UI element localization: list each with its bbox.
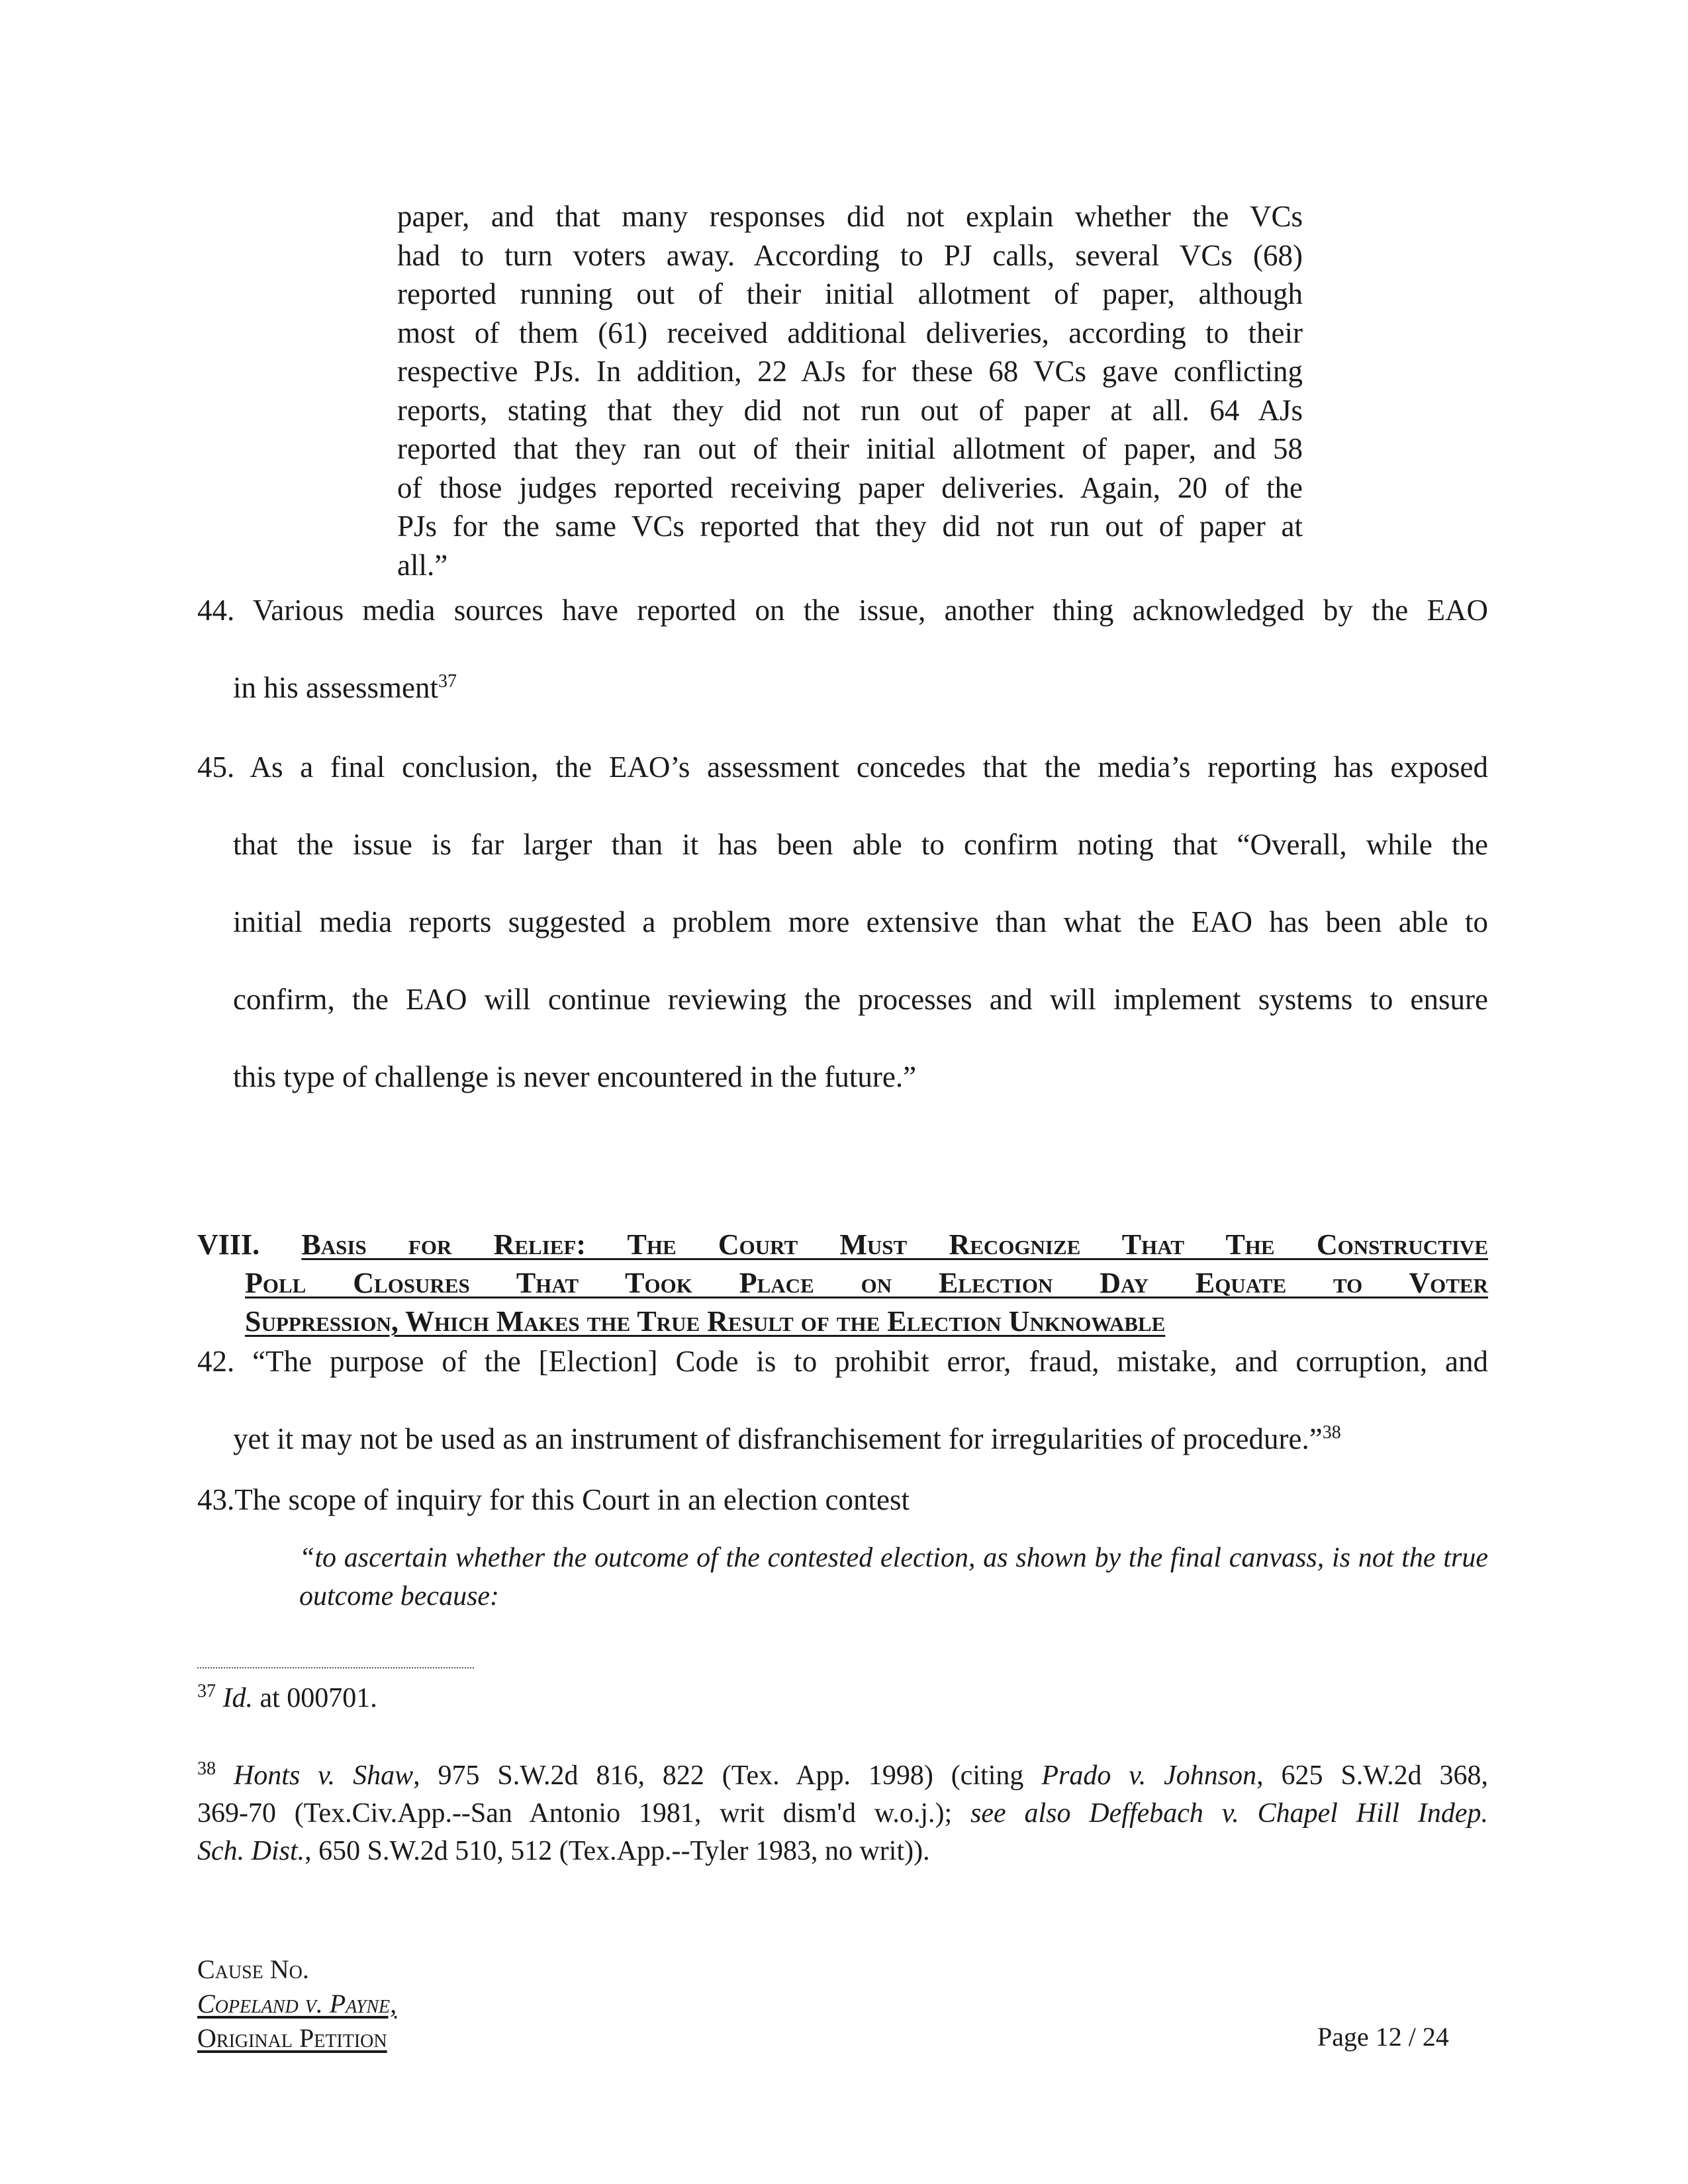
paragraph-text: 43.The scope of inquiry for this Court in an election contest	[197, 1483, 910, 1516]
heading-text: Poll Closures That Took Place on Election Day Equate to Voter	[245, 1267, 1488, 1299]
quote-line: all.”	[397, 548, 448, 582]
paragraph-line	[197, 649, 1488, 727]
footnote-line	[197, 1680, 1488, 1717]
page-footer	[197, 1952, 397, 2056]
footnote-37	[197, 1680, 1488, 1717]
quote-line: respective PJs. In addition, 22 AJs for these 68 VCs gave conflicting	[397, 355, 1303, 388]
footnote-text: , 650 S.W.2d 510, 512 (Tex.App.--Tyler 1983, no writ)).	[305, 1836, 930, 1866]
footnote-text: at 000701.	[253, 1683, 377, 1713]
heading-line	[197, 1226, 1488, 1264]
heading-line	[197, 1264, 1488, 1302]
paragraph-line: 45. As a final conclusion, the EAO’s assessment concedes that the media’s reporting has exposed	[197, 751, 1488, 784]
block-quote	[397, 197, 1303, 584]
quote-line: PJs for the same VCs reported that they did not run out of paper at	[397, 510, 1303, 543]
paragraph-line: confirm, the EAO will continue reviewing the processes and will implement systems to ensure	[233, 983, 1488, 1016]
quote-line: had to turn voters away. According to PJ calls, several VCs (68)	[397, 238, 1303, 272]
case-name: Prado v. Johnson	[1041, 1760, 1257, 1791]
paragraph-line: initial media reports suggested a problem more extensive than what the EAO has been able to	[233, 905, 1488, 938]
footnote-number: 37	[197, 1681, 216, 1702]
case-name: Sch. Dist.	[197, 1836, 305, 1866]
paragraph-line: that the issue is far larger than it has been able to confirm noting that “Overall, while the	[233, 828, 1488, 861]
paragraph-text: in his assessment	[233, 671, 438, 704]
paragraph-44	[197, 572, 1488, 727]
footnote-number: 38	[197, 1758, 216, 1779]
cause-number: Cause No.	[197, 1954, 309, 1984]
paragraph-line: 42. “The purpose of the [Election] Code is to prohibit error, fraud, mistake, and corruption, and	[197, 1345, 1488, 1378]
inline-quote	[299, 1539, 1488, 1615]
quote-line: of those judges reported receiving paper deliveries. Again, 20 of the	[397, 471, 1303, 504]
footnote-line	[197, 1757, 1488, 1795]
case-name: Id.	[222, 1683, 253, 1713]
quote-line: paper, and that many responses did not explain whether the VCs	[397, 200, 1303, 233]
quote-line: reports, stating that they did not run out of paper at all. 64 AJs	[397, 393, 1303, 427]
paragraph-42	[197, 1323, 1488, 1478]
heading-text: Suppression, Which Makes the True Result of the Election Unknowable	[245, 1305, 1166, 1338]
footnote-38	[197, 1757, 1488, 1870]
paragraph-43	[197, 1480, 910, 1519]
document-type: Original Petition	[197, 2023, 387, 2053]
quote-line: most of them (61) received additional deliveries, according to their	[397, 316, 1303, 349]
case-caption: Copeland v. Payne,	[197, 1989, 397, 2019]
page-number: Page 12 / 24	[1317, 2022, 1449, 2052]
heading-number: VIII.	[197, 1228, 260, 1261]
footnote-ref-38[interactable]: 38	[1322, 1422, 1341, 1443]
footnote-text: , 625 S.W.2d 368,	[1256, 1760, 1488, 1791]
paragraph-line	[197, 1400, 1488, 1478]
case-name: see also Deffebach v. Chapel Hill Indep.	[970, 1798, 1488, 1829]
paragraph-45	[197, 729, 1488, 1116]
quote-line: outcome because:	[299, 1581, 500, 1612]
footnote-line	[197, 1795, 1488, 1833]
paragraph-line: 44. Various media sources have reported on the issue, another thing acknowledged by the EAO	[197, 594, 1488, 627]
footnote-text: , 975 S.W.2d 816, 822 (Tex. App. 1998) (citing	[413, 1760, 1042, 1791]
quote-line: reported that they ran out of their initial allotment of paper, and 58	[397, 432, 1303, 465]
quote-line: “to ascertain whether the outcome of the contested election, as shown by the final canvass, is not the true	[299, 1543, 1488, 1573]
heading-text: Basis for Relief: The Court Must Recognize That The Constructive	[301, 1228, 1488, 1261]
paragraph-line: this type of challenge is never encountered in the future.”	[233, 1060, 917, 1093]
paragraph-text: yet it may not be used as an instrument of disfranchisement for irregularities of procedure.”	[233, 1422, 1323, 1455]
footnote-divider	[197, 1667, 474, 1668]
footnote-text: 369-70 (Tex.Civ.App.--San Antonio 1981, writ dism'd w.o.j.);	[197, 1798, 971, 1829]
footnote-ref-37[interactable]: 37	[438, 671, 457, 692]
case-name: Honts v. Shaw	[233, 1760, 414, 1791]
quote-line: reported running out of their initial allotment of paper, although	[397, 277, 1303, 310]
footnote-line	[197, 1833, 1488, 1870]
